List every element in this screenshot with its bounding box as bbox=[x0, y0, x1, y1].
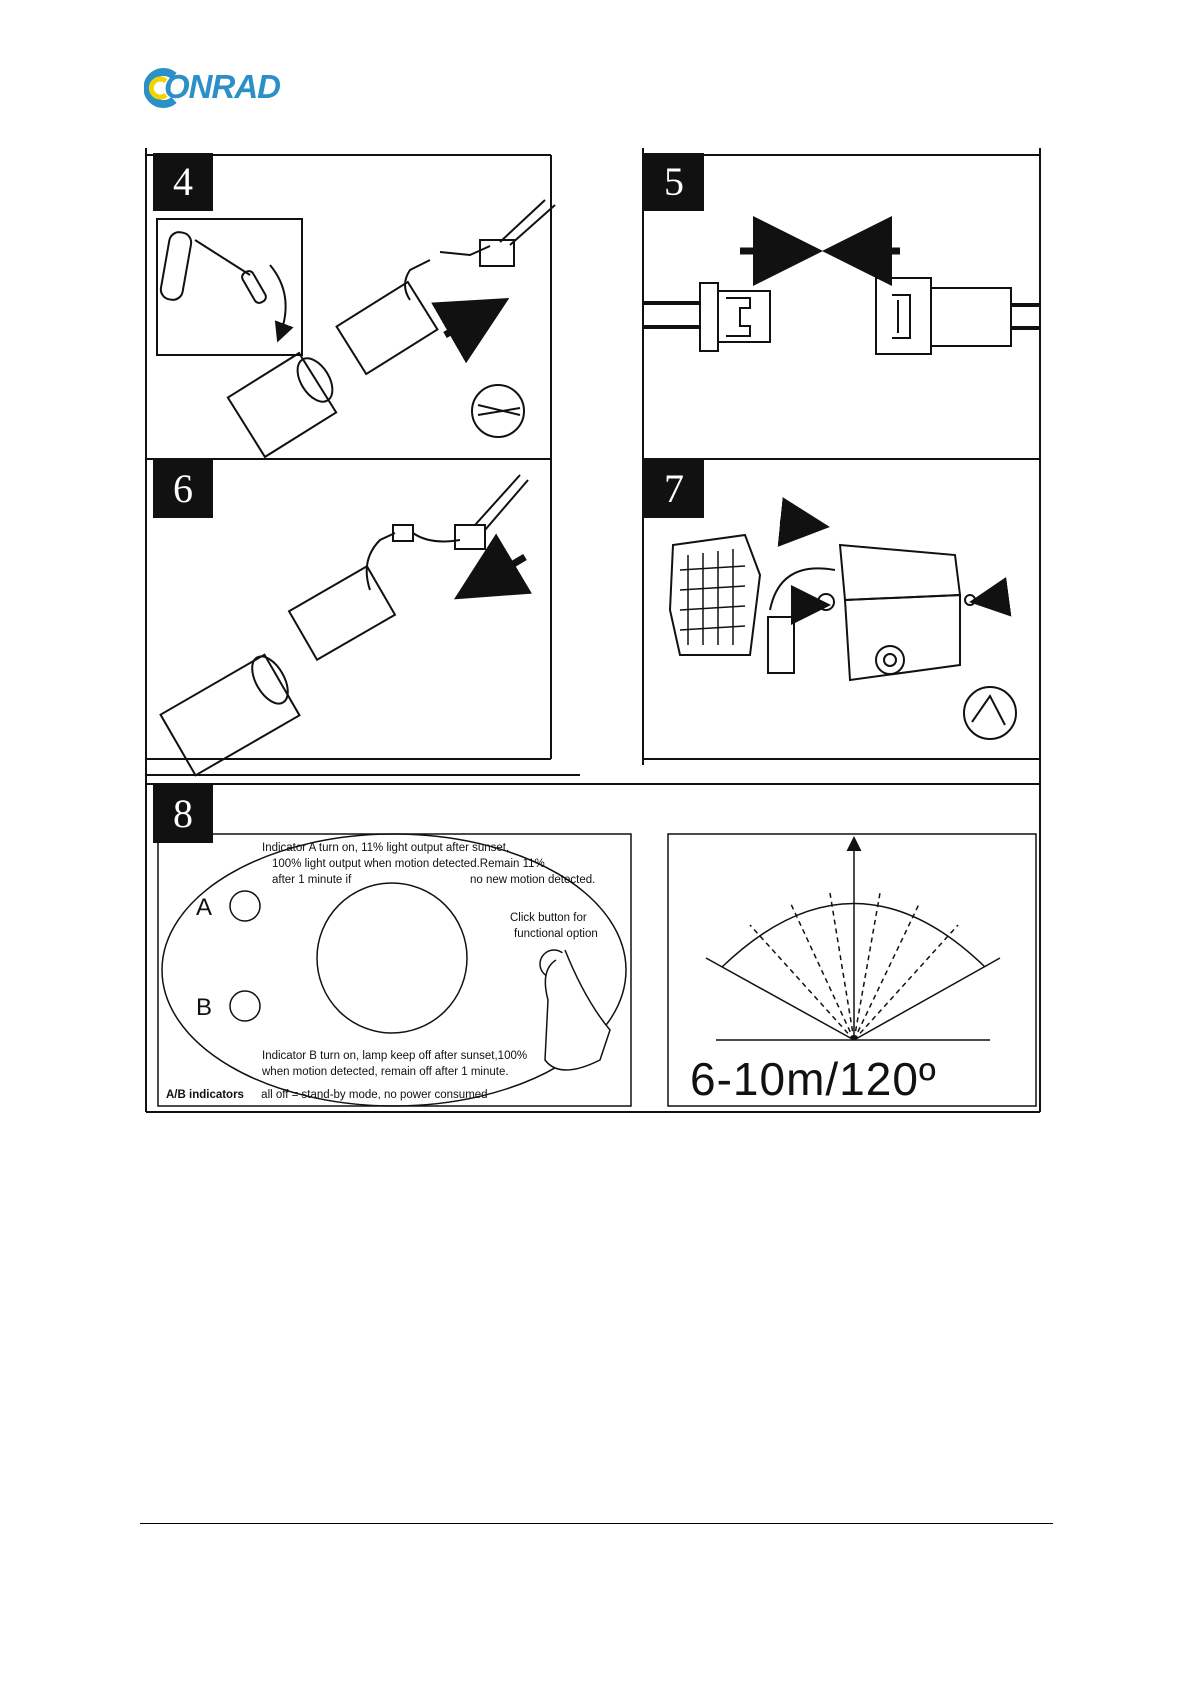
step6-drawing bbox=[161, 475, 528, 775]
click-note-line1: Click button for bbox=[510, 912, 587, 924]
indicator-b-note-line2: when motion detected, remain off after 1 minute. bbox=[262, 1066, 509, 1078]
sensor-range-label: 6-10m/120º bbox=[690, 1053, 937, 1105]
indicator-b-label: B bbox=[196, 994, 213, 1021]
step-number-8: 8 bbox=[153, 785, 213, 843]
indicator-a-note-line3b: no new motion detected. bbox=[470, 874, 596, 886]
step4-drawing bbox=[157, 200, 555, 457]
step7-drawing bbox=[670, 522, 1016, 739]
indicator-a-label: A bbox=[196, 894, 213, 921]
step-number-5: 5 bbox=[644, 153, 704, 211]
ab-indicators-note bbox=[166, 1087, 488, 1103]
step-number-7: 7 bbox=[644, 460, 704, 518]
indicator-a-note-line2: 100% light output when motion detected.Remain 11% bbox=[272, 858, 545, 870]
step-number-6: 6 bbox=[153, 460, 213, 518]
ab-note-rest: all off = stand-by mode, no power consumed bbox=[261, 1089, 488, 1101]
indicator-a-note-line1: Indicator A turn on, 11% light output after sunset, bbox=[262, 842, 510, 854]
indicator-b-note-line1: Indicator B turn on, lamp keep off after sunset,100% bbox=[262, 1050, 528, 1062]
click-note-line2: functional option bbox=[514, 928, 598, 940]
footer-divider bbox=[140, 1523, 1053, 1524]
indicator-a-note-line3a: after 1 minute if bbox=[272, 874, 352, 886]
logo-wordmark: ONRAD bbox=[164, 68, 280, 105]
ab-note-bold: A/B indicators bbox=[166, 1089, 244, 1101]
step-number-4: 4 bbox=[153, 153, 213, 211]
step5-drawing bbox=[643, 251, 1040, 354]
